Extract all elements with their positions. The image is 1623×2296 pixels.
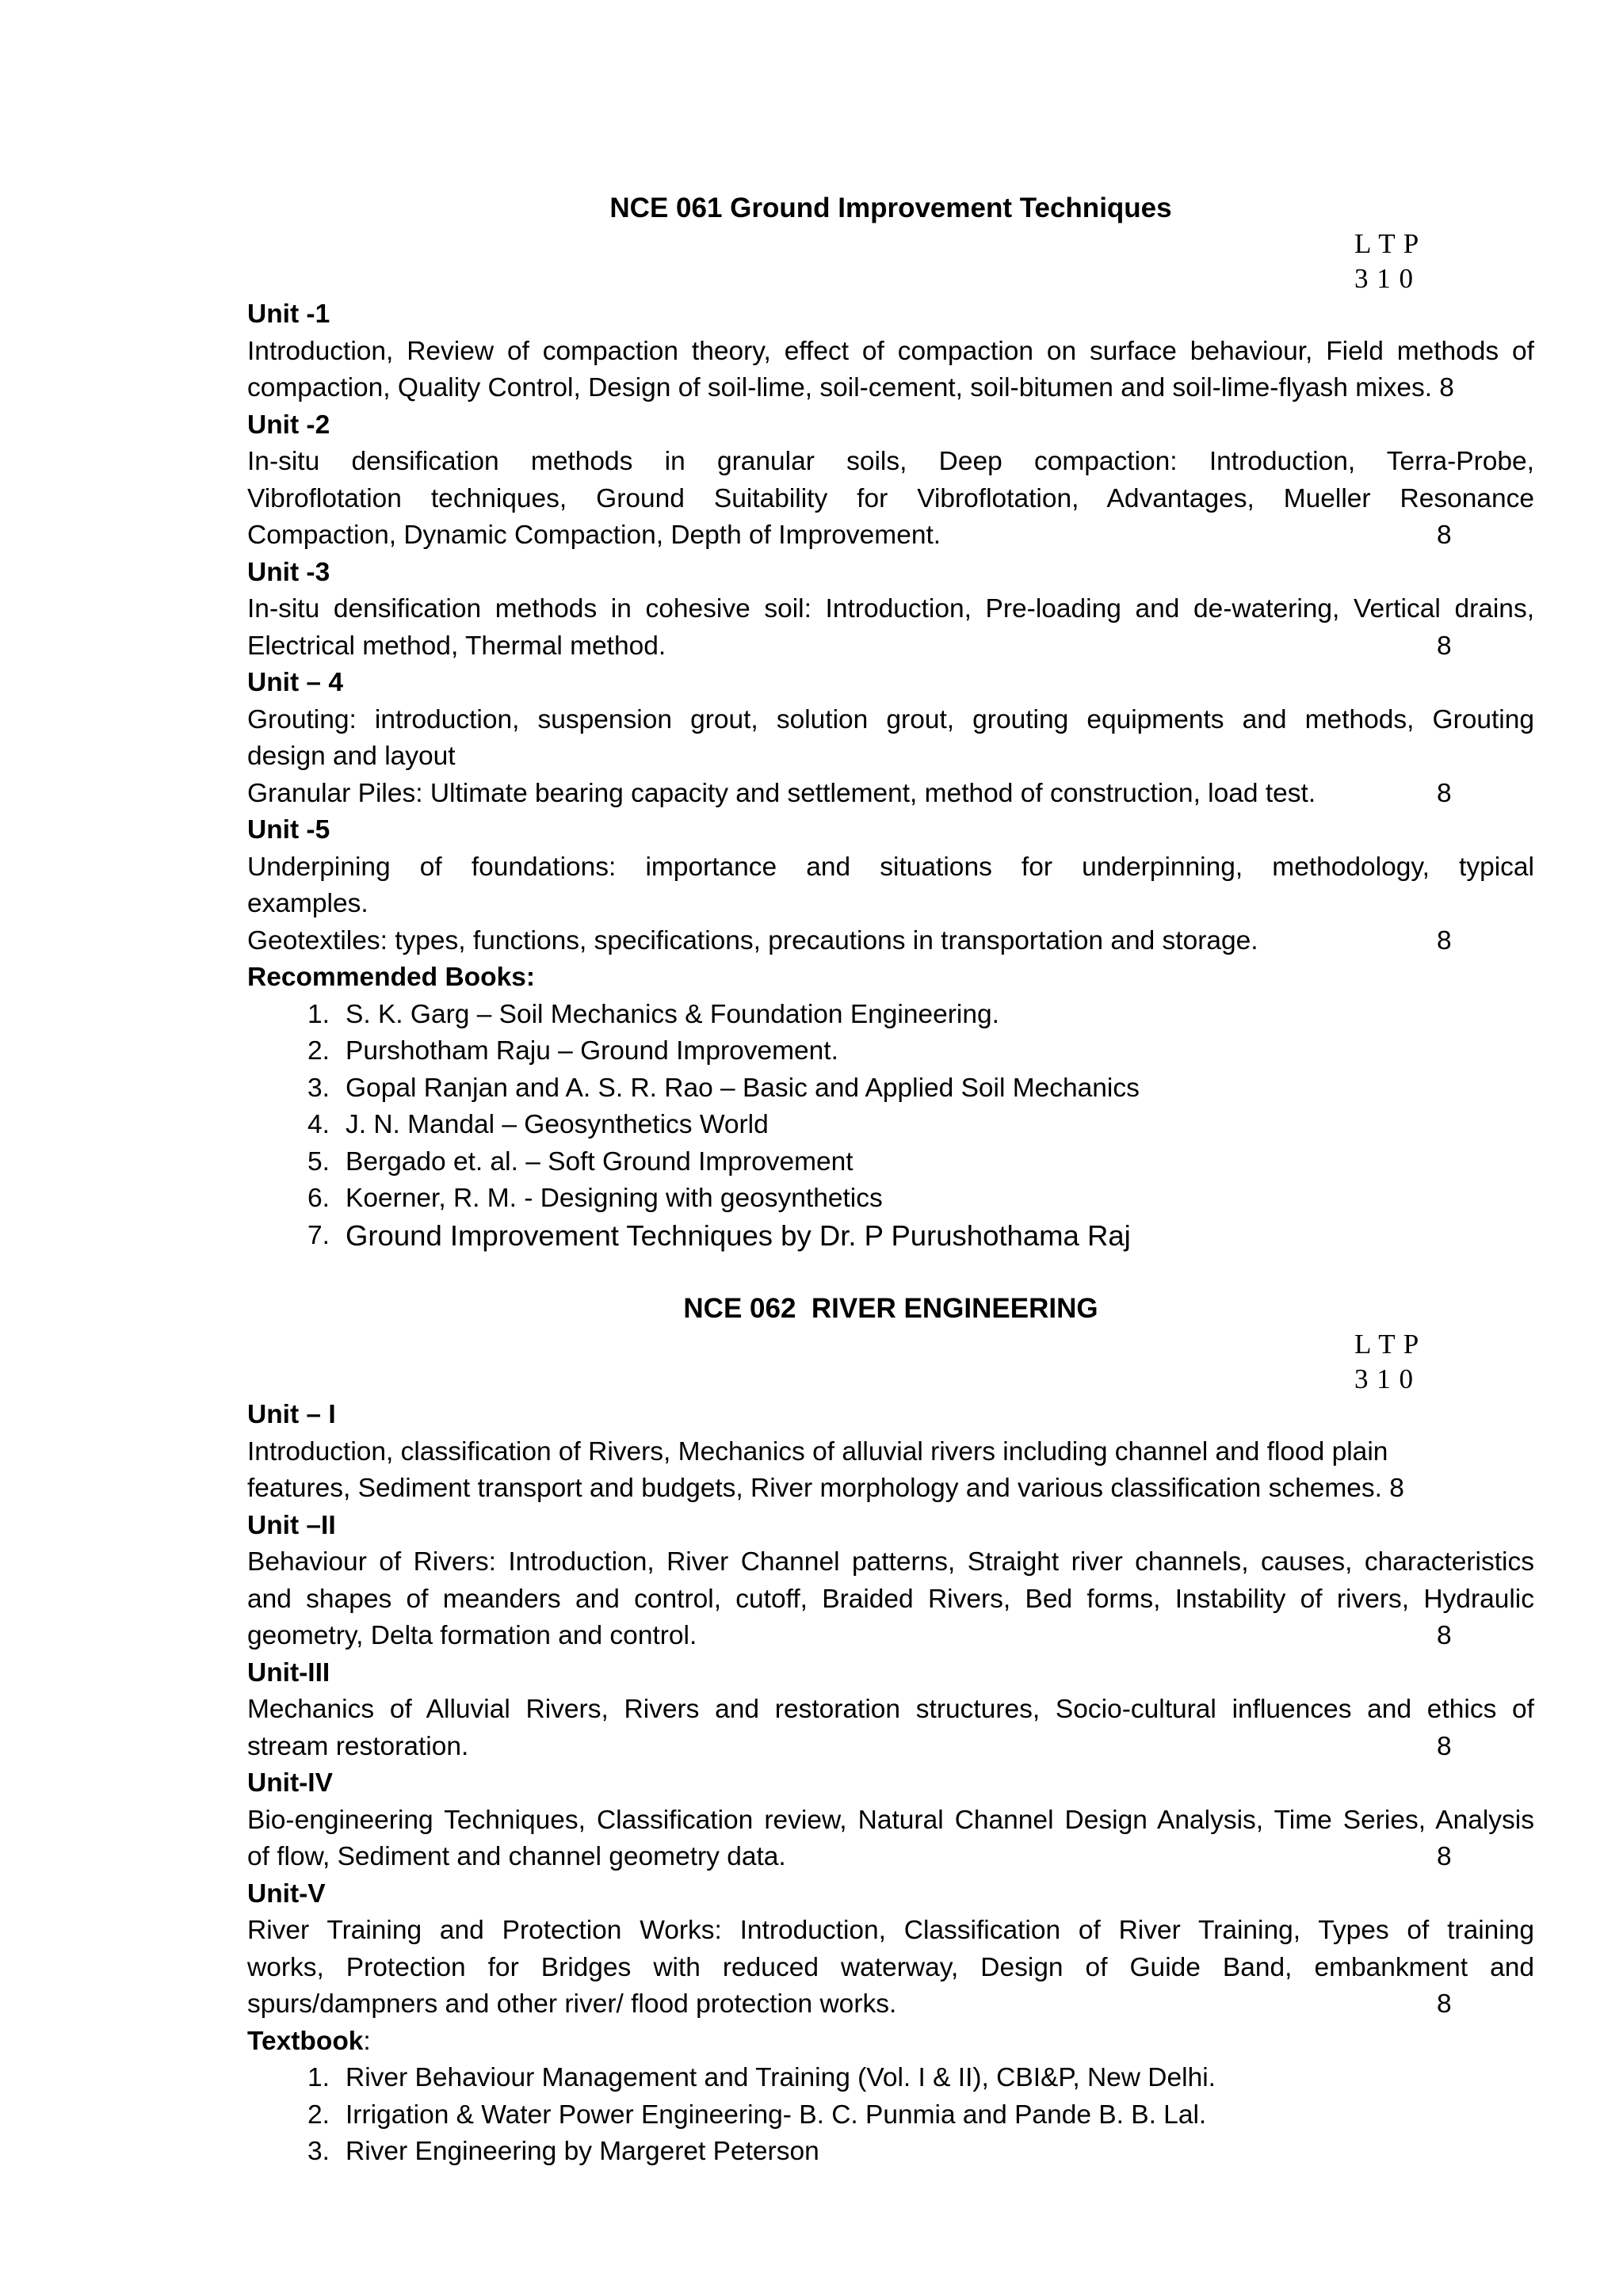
unit-text-line: Granular Piles: Ultimate bearing capacity and settlement, method of construction, load test. (247, 778, 1316, 808)
unit-heading: Unit -1 (247, 299, 330, 329)
list-number: 2. (307, 1036, 330, 1066)
unit-last-line (247, 517, 1534, 555)
list-item (247, 1033, 1534, 1070)
unit-last-line (247, 1986, 1534, 2023)
unit-text-line: River Training and Protection Works: Introduction, Classification of River Training, Types of training (247, 1916, 1534, 1945)
unit-text-line: works, Protection for Bridges with reduced waterway, Design of Guide Band, embankment and (247, 1952, 1534, 1982)
list-number: 1. (307, 2063, 330, 2092)
list-number: 6. (307, 1184, 330, 1213)
ltp-values: 3 1 0 (1354, 263, 1414, 294)
book-title: River Behaviour Management and Training (Vol. I & II), CBI&P, New Delhi. (346, 2063, 1216, 2092)
list-item (247, 2097, 1534, 2134)
unit-hours: 8 (1437, 1621, 1452, 1650)
list-item (247, 1070, 1534, 1108)
unit-heading: Unit-III (247, 1657, 330, 1688)
book-title: Irrigation & Water Power Engineering- B. C. Punmia and Pande B. B. Lal. (346, 2100, 1207, 2130)
unit-text-line: stream restoration. (247, 1731, 469, 1761)
list-item (247, 997, 1534, 1034)
book-title: River Engineering by Margeret Peterson (346, 2137, 819, 2166)
unit-text-line: features, Sediment transport and budgets, River morphology and various classification schemes. 8 (247, 1474, 1404, 1503)
unit-text-line: In-situ densification methods in cohesive soil: Introduction, Pre-loading and de-watering, Vertical drains, (247, 594, 1534, 624)
unit-text-line: In-situ densification methods in granular soils, Deep compaction: Introduction, Terra-Probe, (247, 447, 1534, 476)
unit-heading: Unit -5 (247, 815, 330, 845)
list-number: 5. (307, 1146, 330, 1177)
unit-text-line: of flow, Sediment and channel geometry data. (247, 1842, 786, 1871)
unit-text-line: Geotextiles: types, functions, specifications, precautions in transportation and storage. (247, 925, 1258, 955)
unit-text-line: Mechanics of Alluvial Rivers, Rivers and restoration structures, Socio-cultural influences and ethics of (247, 1695, 1534, 1724)
unit-text-line: Behaviour of Rivers: Introduction, River Channel patterns, Straight river channels, causes, characteristics (247, 1547, 1534, 1577)
book-title: J. N. Mandal – Geosynthetics World (346, 1110, 769, 1139)
books-heading-colon: : (363, 2026, 371, 2056)
list-number: 2. (307, 2100, 330, 2130)
unit-text-line: Compaction, Dynamic Compaction, Depth of Improvement. (247, 521, 941, 550)
unit-last-line (247, 776, 1534, 813)
unit-last-line (247, 1729, 1534, 1766)
list-item (247, 1144, 1534, 1181)
unit-text-line: compaction, Quality Control, Design of soil-lime, soil-cement, soil-bitumen and soil-lime-flyash mixes. 8 (247, 373, 1454, 402)
book-title: Ground Improvement Techniques by Dr. P Purushothama Raj (346, 1219, 1131, 1252)
unit-heading: Unit –II (247, 1510, 336, 1540)
book-title: Gopal Ranjan and A. S. R. Rao – Basic and Applied Soil Mechanics (346, 1073, 1140, 1103)
unit-hours: 8 (1437, 631, 1452, 661)
unit-text-line: Introduction, classification of Rivers, Mechanics of alluvial rivers including channel and flood plain (247, 1436, 1388, 1466)
unit-hours: 8 (1437, 925, 1452, 955)
unit-last-line (247, 628, 1534, 666)
unit-text-line: and shapes of meanders and control, cutoff, Braided Rivers, Bed forms, Instability of rivers, Hydraulic (247, 1584, 1534, 1614)
unit-hours: 8 (1437, 1989, 1452, 2019)
unit-last-line (247, 1618, 1534, 1655)
list-number: 4. (307, 1110, 330, 1139)
unit-text-line: examples. (247, 889, 369, 918)
course-title: NCE 062 RIVER ENGINEERING (683, 1293, 1098, 1324)
unit-heading: Unit-V (247, 1878, 326, 1909)
unit-text-line: Electrical method, Thermal method. (247, 631, 666, 661)
unit-heading: Unit -3 (247, 557, 330, 587)
unit-text-line: Bio-engineering Techniques, Classification review, Natural Channel Design Analysis, Time Series, Analysis (247, 1805, 1534, 1835)
list-item (247, 1218, 1534, 1255)
unit-text-line: Grouting: introduction, suspension grout, solution grout, grouting equipments and methods, Grouting (247, 704, 1534, 734)
unit-hours: 8 (1437, 778, 1452, 808)
books-heading: Recommended Books: (247, 963, 535, 992)
ltp-header: L T P (1354, 1329, 1420, 1360)
unit-text-line: spurs/dampners and other river/ flood protection works. (247, 1989, 897, 2019)
book-title: Purshotham Raju – Ground Improvement. (346, 1036, 838, 1066)
books-list (247, 2060, 1534, 2171)
ltp-header: L T P (1354, 228, 1420, 259)
list-number: 1. (307, 999, 330, 1029)
unit-hours: 8 (1437, 521, 1452, 550)
list-number: 7. (307, 1220, 330, 1250)
unit-text-line: geometry, Delta formation and control. (247, 1621, 697, 1650)
books-heading (247, 2023, 1534, 2061)
course-title: NCE 061 Ground Improvement Techniques (609, 193, 1172, 223)
list-number: 3. (307, 1073, 330, 1103)
unit-hours: 8 (1437, 1842, 1452, 1871)
books-heading-label: Textbook (247, 2026, 364, 2056)
book-title: Bergado et. al. – Soft Ground Improvement (346, 1146, 854, 1177)
unit-heading: Unit – I (247, 1400, 336, 1429)
list-number: 3. (307, 2137, 330, 2166)
list-item (247, 2060, 1534, 2097)
book-title: Koerner, R. M. - Designing with geosynthetics (346, 1184, 883, 1213)
list-item (247, 2134, 1534, 2171)
list-item (247, 1107, 1534, 1144)
unit-text-line: Vibroflotation techniques, Ground Suitability for Vibroflotation, Advantages, Mueller Resonance (247, 483, 1534, 513)
unit-heading: Unit – 4 (247, 668, 343, 697)
book-title: S. K. Garg – Soil Mechanics & Foundation Engineering. (346, 999, 999, 1029)
unit-heading: Unit-IV (247, 1768, 333, 1798)
unit-hours: 8 (1437, 1731, 1452, 1761)
books-list (247, 997, 1534, 1255)
unit-heading: Unit -2 (247, 410, 330, 440)
unit-text-line: Introduction, Review of compaction theory, effect of compaction on surface behaviour, Field methods of (247, 336, 1534, 366)
unit-last-line (247, 1839, 1534, 1876)
unit-text-line: design and layout (247, 742, 456, 771)
ltp-values: 3 1 0 (1354, 1363, 1414, 1394)
unit-text-line: Underpining of foundations: importance and situations for underpinning, methodology, typical (247, 852, 1534, 882)
page-content (247, 190, 1534, 2171)
list-item (247, 1180, 1534, 1218)
unit-last-line (247, 923, 1534, 960)
